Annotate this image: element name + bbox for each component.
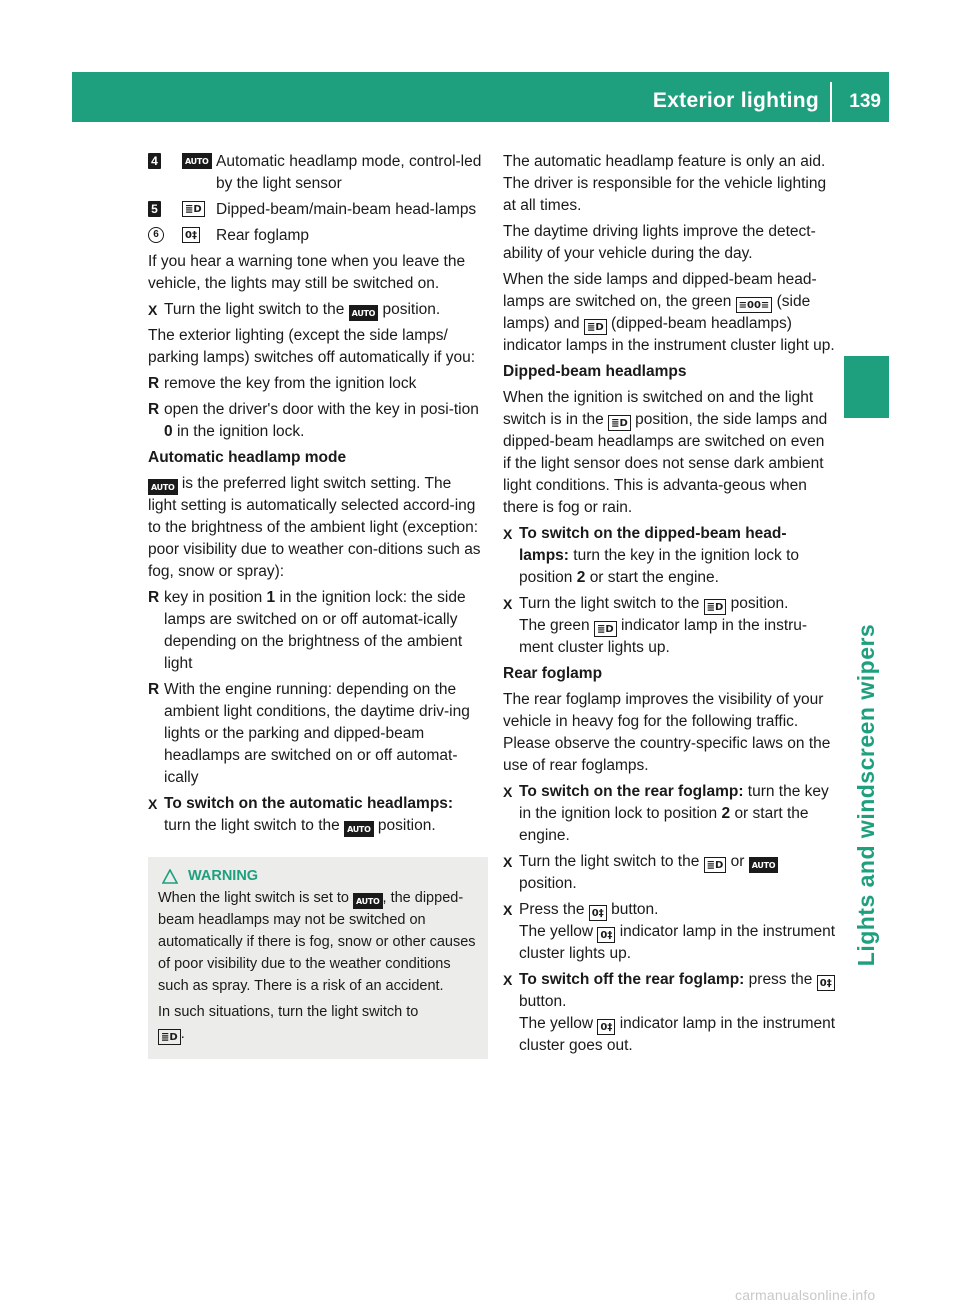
- step-title: To switch on the automatic headlamps:: [164, 795, 454, 812]
- page-title: Exterior lighting: [652, 89, 819, 112]
- step-text: The yellow: [519, 1015, 594, 1032]
- step-text: indicator lamp in the instru-ment cluster lights up.: [519, 617, 808, 656]
- warning-icon: [162, 869, 178, 884]
- auto-icon: AUTO: [353, 893, 383, 909]
- side-lamps-icon: ≡00≡: [736, 297, 773, 313]
- step-marker-icon: X: [148, 302, 158, 318]
- watermark-link[interactable]: carmanualsonline.info: [735, 1287, 876, 1303]
- rear-foglamp-icon: 0‡: [817, 975, 835, 991]
- instruction-step: [503, 899, 836, 965]
- number-6-icon: 6: [148, 227, 164, 243]
- auto-icon: AUTO: [349, 305, 379, 321]
- chapter-tab: [844, 356, 889, 418]
- bullet-icon: R: [148, 401, 160, 418]
- list-text: key in position: [164, 589, 263, 606]
- paragraph-text: When the ignition is switched on and the light switch is in the: [503, 389, 814, 428]
- rear-foglamp-icon: 0‡: [182, 227, 200, 243]
- step-marker-icon: X: [503, 784, 513, 800]
- position-number: 2: [721, 805, 731, 822]
- step-title: To switch on the dipped-beam head-lamps:: [519, 525, 787, 564]
- paragraph: The automatic headlamp feature is only an aid. The driver is responsible for the vehicle lighting at all times.: [503, 153, 827, 214]
- page-number: 139: [849, 91, 881, 112]
- header-divider: [830, 82, 832, 122]
- legend-text: Automatic headlamp mode, control-led by the light sensor: [216, 153, 482, 192]
- right-column: [503, 151, 836, 1061]
- legend-text: Dipped-beam/main-beam head-lamps: [216, 201, 477, 218]
- paragraph: The daytime driving lights improve the detect-ability of your vehicle during the day.: [503, 223, 816, 262]
- warning-text-part: When the light switch is set to: [158, 890, 349, 906]
- list-item: [148, 587, 482, 675]
- step-marker-icon: X: [503, 596, 513, 612]
- step-marker-icon: X: [503, 854, 513, 870]
- warning-title: WARNING: [188, 868, 259, 884]
- warning-text: [158, 1001, 480, 1045]
- instruction-step: [503, 781, 836, 847]
- step-text: position.: [730, 595, 789, 612]
- paragraph-text: When the side lamps and dipped-beam head-lamps are switched on, the green: [503, 271, 817, 310]
- number-4-icon: 4: [148, 153, 161, 169]
- legend-item-4: [148, 151, 482, 195]
- dipped-beam-icon: ≣D: [182, 201, 205, 217]
- section-heading: Dipped-beam headlamps: [503, 363, 687, 380]
- paragraph: If you hear a warning tone when you leave the vehicle, the lights may still be switched on.: [148, 253, 466, 292]
- step-text: turn the light switch to the: [164, 817, 340, 834]
- left-column: [148, 151, 482, 1059]
- warning-box: [148, 857, 488, 1059]
- step-text: indicator lamp in the instrument cluster lights up.: [519, 923, 836, 962]
- bullet-icon: R: [148, 589, 160, 606]
- step-text: or start the engine.: [519, 805, 809, 844]
- step-text: button.: [611, 901, 659, 918]
- step-text: button.: [519, 993, 567, 1010]
- step-title: To switch off the rear foglamp:: [519, 971, 745, 988]
- step-text: position.: [519, 875, 577, 892]
- step-text: turn the key in the ignition lock to position: [519, 783, 829, 822]
- paragraph: The rear foglamp improves the visibility of your vehicle in heavy fog for the following traffic. Please observe the country-specific laws on the use of rear foglamps.: [503, 691, 831, 774]
- step-text: Turn the light switch to the: [519, 595, 700, 612]
- auto-icon: AUTO: [182, 153, 212, 169]
- dipped-beam-icon: ≣D: [608, 415, 631, 431]
- paragraph-text: (dipped-beam headlamps) indicator lamps in the instrument cluster light up.: [503, 315, 835, 354]
- auto-icon: AUTO: [749, 857, 779, 873]
- header-bar: [72, 72, 889, 122]
- auto-icon: AUTO: [148, 479, 178, 495]
- paragraph: [148, 473, 482, 583]
- list-item: [148, 373, 482, 395]
- list-text: With the engine running: depending on the ambient light conditions, the daytime driv-ing lights or the parking and dipped-beam headlamps are switched on or off automat-ically: [164, 681, 470, 786]
- instruction-step: [503, 523, 836, 589]
- step-marker-icon: X: [148, 796, 158, 812]
- step-text: The yellow: [519, 923, 594, 940]
- bullet-icon: R: [148, 375, 160, 392]
- warning-text: [158, 887, 480, 997]
- paragraph: The exterior lighting (except the side lamps/ parking lamps) switches off automatically if you:: [148, 327, 476, 366]
- warning-text-part: , the dipped-beam headlamps may not be switched on automatically if there is fog, snow or other causes of poor visibility due to the weather conditions such as spray. There is a risk of an accident.: [158, 890, 476, 994]
- step-text: press the: [748, 971, 813, 988]
- list-item: [148, 679, 482, 789]
- section-heading: Rear foglamp: [503, 665, 603, 682]
- rear-foglamp-icon: 0‡: [597, 927, 615, 943]
- position-number: 0: [164, 423, 173, 440]
- step-text: Turn the light switch to the: [164, 301, 345, 318]
- paragraph-text: is the preferred light switch setting. The light setting is automatically selected accord-ing to the brightness of the ambient light (exception: poor visibility due to weather con-ditions such as fog, snow or spray):: [148, 475, 481, 580]
- auto-icon: AUTO: [344, 821, 374, 837]
- legend-text: Rear foglamp: [216, 227, 310, 244]
- step-text: or start the engine.: [589, 569, 719, 586]
- instruction-step: [503, 593, 836, 659]
- warning-text-part: .: [180, 1026, 185, 1042]
- step-title: To switch on the rear foglamp:: [519, 783, 744, 800]
- section-heading: Automatic headlamp mode: [148, 449, 347, 466]
- dipped-beam-icon: ≣D: [594, 621, 617, 637]
- step-text: position.: [377, 817, 436, 834]
- list-item: [148, 399, 482, 443]
- step-text: The green: [519, 617, 590, 634]
- legend-item-6: [148, 225, 482, 247]
- dipped-beam-icon: ≣D: [704, 857, 727, 873]
- step-text: position.: [382, 301, 441, 318]
- step-text: indicator lamp in the instrument cluster goes out.: [519, 1015, 836, 1054]
- chapter-label: Lights and windscreen wipers: [853, 623, 879, 967]
- warning-text-part: In such situations, turn the light switch to: [158, 1004, 419, 1020]
- list-text: remove the key from the ignition lock: [164, 375, 417, 392]
- list-text: in the ignition lock: the side lamps are switched on or off automat-ically depending on the brightness of the ambient light: [164, 589, 466, 672]
- instruction-step: [503, 851, 836, 895]
- dipped-beam-icon: ≣D: [704, 599, 727, 615]
- step-marker-icon: X: [503, 526, 513, 542]
- instruction-step: [148, 299, 482, 321]
- paragraph-text: (side lamps) and: [503, 293, 811, 332]
- instruction-step: [503, 969, 836, 1057]
- step-text: turn the key in the ignition lock to position: [519, 547, 800, 586]
- step-marker-icon: X: [503, 902, 513, 918]
- warning-header: [158, 865, 480, 887]
- number-5-icon: 5: [148, 201, 161, 217]
- step-text: Turn the light switch to the: [519, 853, 700, 870]
- bullet-icon: R: [148, 681, 160, 698]
- rear-foglamp-icon: 0‡: [589, 905, 607, 921]
- paragraph: [503, 269, 836, 357]
- instruction-step: [148, 793, 482, 837]
- rear-foglamp-icon: 0‡: [597, 1019, 615, 1035]
- position-number: 1: [266, 589, 276, 606]
- step-marker-icon: X: [503, 972, 513, 988]
- dipped-beam-icon: ≣D: [584, 319, 607, 335]
- legend-item-5: [148, 199, 482, 221]
- dipped-beam-icon: ≣D: [158, 1029, 181, 1045]
- step-text: or: [730, 853, 745, 870]
- list-text: open the driver's door with the key in posi-tion: [164, 401, 479, 418]
- step-text: Press the: [519, 901, 585, 918]
- paragraph-text: position, the side lamps and dipped-beam headlamps are switched on even if the light sensor does not sense dark ambient light conditions. This is advanta-geous when there is fog or rain.: [503, 411, 828, 516]
- paragraph: [503, 387, 836, 519]
- position-number: 2: [576, 569, 586, 586]
- list-text: in the ignition lock.: [176, 423, 305, 440]
